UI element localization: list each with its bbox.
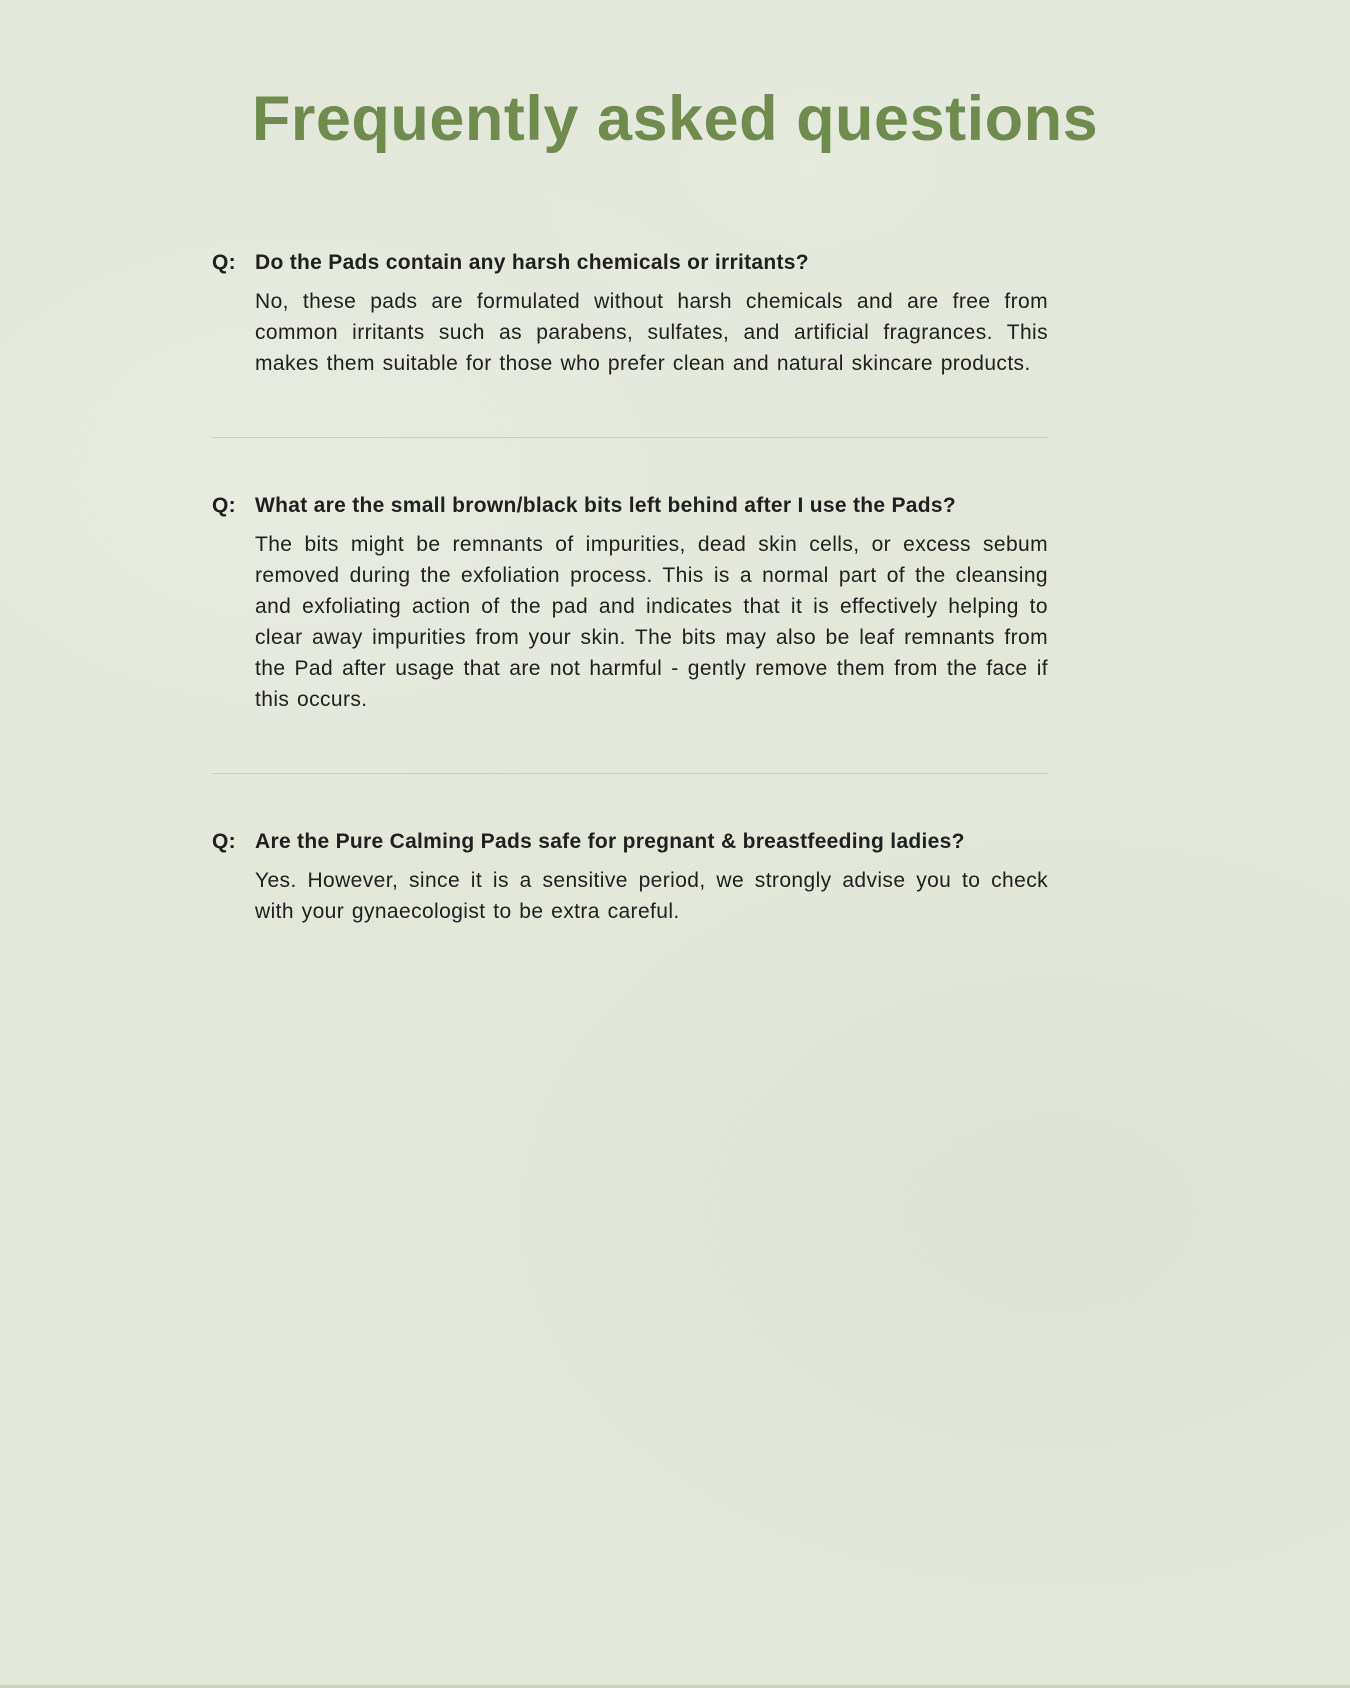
answer-text: No, these pads are formulated without harsh chemicals and are free from common irritants such as parabens, sulfates, and artificial fragrances. This makes them suitable for those who prefer clean and natural skincare products. <box>255 289 1048 375</box>
answer-text: Yes. However, since it is a sensitive period, we strongly advise you to check with your gynaecologist to be extra careful. <box>255 868 1048 923</box>
question-text: Do the Pads contain any harsh chemicals or irritants? <box>255 250 809 274</box>
divider <box>212 773 1048 774</box>
question-row <box>212 247 1048 278</box>
question-prefix: Q: <box>212 493 236 517</box>
faq-item <box>212 826 1048 927</box>
question-text: What are the small brown/black bits left behind after I use the Pads? <box>255 493 957 517</box>
faq-item <box>212 247 1048 379</box>
question-prefix: Q: <box>212 829 236 853</box>
page-title: Frequently asked questions <box>251 84 1099 154</box>
faq-list <box>212 247 1048 927</box>
question-row <box>212 826 1048 857</box>
question-prefix: Q: <box>212 250 236 274</box>
answer-text: The bits might be remnants of impurities, dead skin cells, or excess sebum removed during the exfoliation process. This is a normal part of the cleansing and exfoliating action of the pad and indicates that it is effectively helping to clear away impurities from your skin. The bits may also be leaf remnants from the Pad after usage that are not harmful - gently remove them from the face if this occurs. <box>255 532 1048 711</box>
divider <box>212 437 1048 438</box>
faq-item <box>212 490 1048 715</box>
question-row <box>212 490 1048 521</box>
question-text: Are the Pure Calming Pads safe for pregnant & breastfeeding ladies? <box>255 829 965 853</box>
